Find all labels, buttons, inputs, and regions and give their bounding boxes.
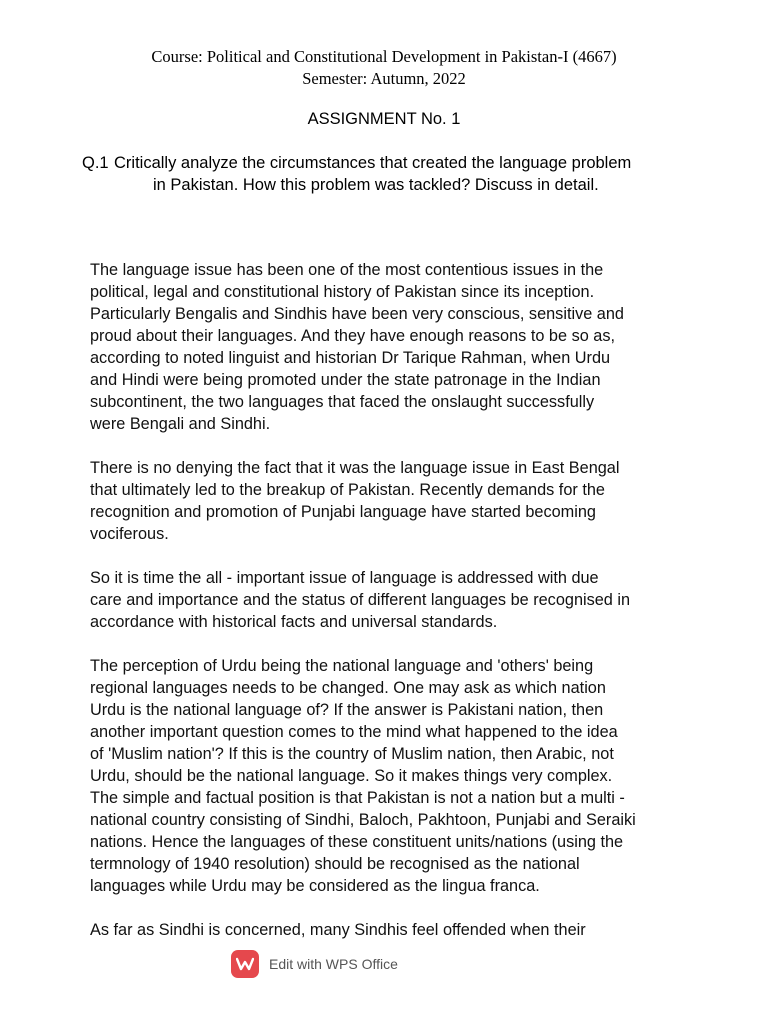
- semester-label: Semester: Autumn, 2022: [302, 69, 466, 88]
- text-line: proud about their languages. And they have enough reasons to be so as,: [90, 327, 616, 345]
- question-line-2: in Pakistan. How this problem was tackled? Discuss in detail.: [153, 176, 599, 194]
- text-line: were Bengali and Sindhi.: [90, 415, 271, 433]
- text-line: Urdu, should be the national language. So it makes things very complex.: [90, 767, 613, 785]
- text-line: The perception of Urdu being the national language and 'others' being: [90, 657, 594, 675]
- text-line: national country consisting of Sindhi, Baloch, Pakhtoon, Punjabi and Seraiki: [90, 811, 636, 829]
- wps-logo-icon: [231, 950, 259, 978]
- text-line: Particularly Bengalis and Sindhis have been very conscious, sensitive and: [90, 305, 624, 323]
- text-line: care and importance and the status of different languages be recognised in: [90, 591, 631, 609]
- text-line: subcontinent, the two languages that faced the onslaught successfully: [90, 393, 595, 411]
- text-line: There is no denying the fact that it was the language issue in East Bengal: [90, 459, 620, 477]
- text-line: termnology of 1940 resolution) should be recognised as the national: [90, 855, 580, 873]
- edit-with-wps-label: Edit with WPS Office: [269, 956, 398, 972]
- question-block: [82, 152, 702, 196]
- question-line-1: Critically analyze the circumstances that created the language problem: [114, 154, 632, 172]
- text-line: accordance with historical facts and universal standards.: [90, 613, 498, 631]
- text-line: As far as Sindhi is concerned, many Sindhis feel offended when their: [90, 921, 586, 939]
- text-line: The language issue has been one of the most contentious issues in the: [90, 261, 604, 279]
- text-line: another important question comes to the mind what happened to the idea: [90, 723, 618, 741]
- paragraph: [90, 567, 690, 633]
- course-title: Course: Political and Constitutional Development in Pakistan-I (4667): [151, 47, 617, 66]
- answer-body: [90, 259, 690, 963]
- paragraph: [90, 259, 690, 435]
- text-line: that ultimately led to the breakup of Pakistan. Recently demands for the: [90, 481, 605, 499]
- text-line: of 'Muslim nation'? If this is the country of Muslim nation, then Arabic, not: [90, 745, 614, 763]
- text-line: according to noted linguist and historian Dr Tarique Rahman, when Urdu: [90, 349, 611, 367]
- text-line: vociferous.: [90, 525, 169, 543]
- paragraph: [90, 655, 690, 897]
- text-line: regional languages needs to be changed. One may ask as which nation: [90, 679, 606, 697]
- text-line: languages while Urdu may be considered as the lingua franca.: [90, 877, 540, 895]
- course-header: [0, 46, 768, 90]
- paragraph: [90, 919, 690, 941]
- edit-with-wps-button[interactable]: [231, 949, 398, 979]
- text-line: So it is time the all - important issue of language is addressed with due: [90, 569, 599, 587]
- text-line: nations. Hence the languages of these constituent units/nations (using the: [90, 833, 624, 851]
- paragraph: [90, 457, 690, 545]
- question-number: Q.1: [82, 154, 109, 172]
- text-line: recognition and promotion of Punjabi language have started becoming: [90, 503, 596, 521]
- assignment-title: ASSIGNMENT No. 1: [307, 110, 461, 128]
- text-line: Urdu is the national language of? If the answer is Pakistani nation, then: [90, 701, 604, 719]
- text-line: and Hindi were being promoted under the state patronage in the Indian: [90, 371, 601, 389]
- text-line: political, legal and constitutional history of Pakistan since its inception.: [90, 283, 595, 301]
- text-line: The simple and factual position is that Pakistan is not a nation but a multi -: [90, 789, 625, 807]
